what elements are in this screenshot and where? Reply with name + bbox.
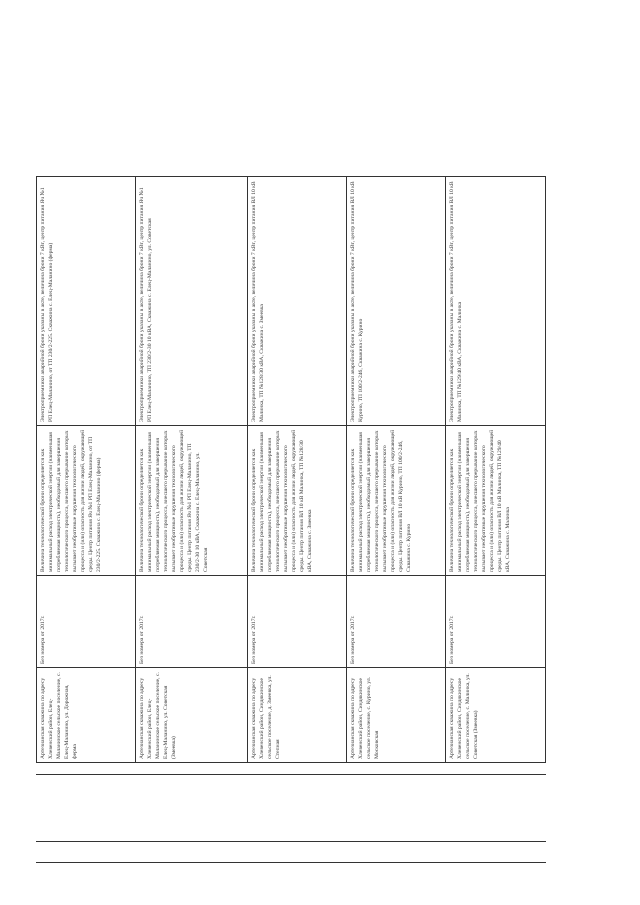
emergency-reserve-cell: Электроприемники аварийной брони указаны в акте, величина брони 7 кВт, центр питания ВЛ 10 кВ Малинка, ТП №129/40 кВА, Скважина с. Малинка (446, 177, 546, 426)
table-row (247, 177, 346, 763)
horizontal-rule (36, 774, 546, 775)
act-number-cell: Без номера от 2017г. (37, 576, 136, 668)
rotated-table-container (36, 177, 546, 763)
table-row (37, 177, 136, 763)
horizontal-rule (36, 841, 546, 842)
technological-reserve-cell: Величина технологической брони определяется как минимальный расход электрической энергии (наименьшая потребляемая мощность), необходимый для завершения технологического процесса, внесшего прерывание которых вызывает необратимые нарушения технологического процесса и (или) опасность для жизни людей, окружающей среды. Центр питания Яч №1 РП Елец-Маланино, ТП 230/2-30 10 кВА, Скважина с. Елец-Маланино, ул. Советская (136, 426, 247, 576)
emergency-reserve-cell: Электроприемники аварийной брони указаны в акте, величина брони 7 кВт, центр питания ВЛ 10 кВ Малинка, ТП №128/30 кВА, Скважина с. Змеевка (247, 177, 346, 426)
table-row (346, 177, 445, 763)
act-number-cell: Без номера от 2017г. (446, 576, 546, 668)
emergency-reserve-cell: Электроприемники аварийной брони указаны в акте, величина брони 7 кВт, центр питания ВЛ 10 кВ Курино, ТП 100/2-246, Скважина с. Курино (346, 177, 445, 426)
location-cell: Артезианская скважина по адресу Хлевенский район, Синдякинское сельское поселение, с. Малинка, ул. Советская (Змеевка) (446, 668, 546, 763)
emergency-reserve-cell: Электроприемники аварийной брони указаны в акте, величина брони 7 кВт, центр питания Яч №1 РП Елец-Маланино, от ТП 230/2-225. Скважина с. Елец-Маланино (ферма) (37, 177, 136, 426)
location-cell: Артезианская скважина по адресу Хлевенский район, Синдякинское сельское поселение, с. Курино, ул. Московская (346, 668, 445, 763)
location-cell: Артезианская скважина по адресу Хлевенский район, Елец-Маланинское сельское поселение, с. Елец-Маланино, ул. Советская (Змеевка) (136, 668, 247, 763)
emergency-reserve-cell: Электроприемники аварийной брони указаны в акте, величина брони 7 кВт, центр питания Яч №1 РП Елец-Маланино, ТП 230/2-30 10 кВА, Скважина с. Елец-Маланино, ул. Советская (136, 177, 247, 426)
technological-reserve-cell: Величина технологической брони определяется как минимальный расход электрической энергии (наименьшая потребляемая мощность), необходимый для завершения технологического процесса, внесшего прерывание которых вызывает необратимые нарушения технологического процесса и (или) опасность для жизни людей, окружающей среды. Центр питания ВЛ 10 кВ Малинка, ТП №128/30 кВА, Скважина с. Змеевка (247, 426, 346, 576)
act-number-cell: Без номера от 2017г. (136, 576, 247, 668)
technological-reserve-cell: Величина технологической брони определяется как минимальный расход электрической энергии (наименьшая потребляемая мощность), необходимый для завершения технологического процесса, внесшего прерывание которых вызывает необратимые нарушения технологического процесса и (или) опасность для жизни людей, окружающей среды. Центр питания ВЛ 10 кВ Малинка, ТП №129/40 кВА, Скважина с. Малинка (446, 426, 546, 576)
horizontal-rule (36, 862, 546, 863)
act-number-cell: Без номера от 2017г. (247, 576, 346, 668)
technological-reserve-cell: Величина технологической брони определяется как минимальный расход электрической энергии (наименьшая потребляемая мощность), необходимый для завершения технологического процесса, внесшего прерывание которых вызывает необратимые нарушения технологического процесса и (или) опасность для жизни людей, окружающей среды. Центр питания Яч №1 РП Елец-Маланино, от ТП 230/2-225. Скважина с. Елец-Маланино (ферма) (37, 426, 136, 576)
location-cell: Артезианская скважина по адресу Хлевенский район, Синдякинское сельское поселение, д. Змеевка, ул. Степная (247, 668, 346, 763)
table-row (136, 177, 247, 763)
location-cell: Артезианская скважина по адресу Хлевенский район, Елец-Маланинское сельское поселение, с. Елец-Маланино, ул. Дорожная, ферма (37, 668, 136, 763)
act-number-cell: Без номера от 2017г. (346, 576, 445, 668)
table-row (446, 177, 546, 763)
emergency-reserve-table (36, 176, 546, 763)
technological-reserve-cell: Величина технологической брони определяется как минимальный расход электрической энергии (наименьшая потребляемая мощность), необходимый для завершения технологического процесса, внесшего прерывание которых вызывает необратимые нарушения технологического процесса и (или) опасность для жизни людей, окружающей среды. Центр питания ВЛ 10 кВ Курино, ТП 100/2-246, Скважина с. Курино (346, 426, 445, 576)
